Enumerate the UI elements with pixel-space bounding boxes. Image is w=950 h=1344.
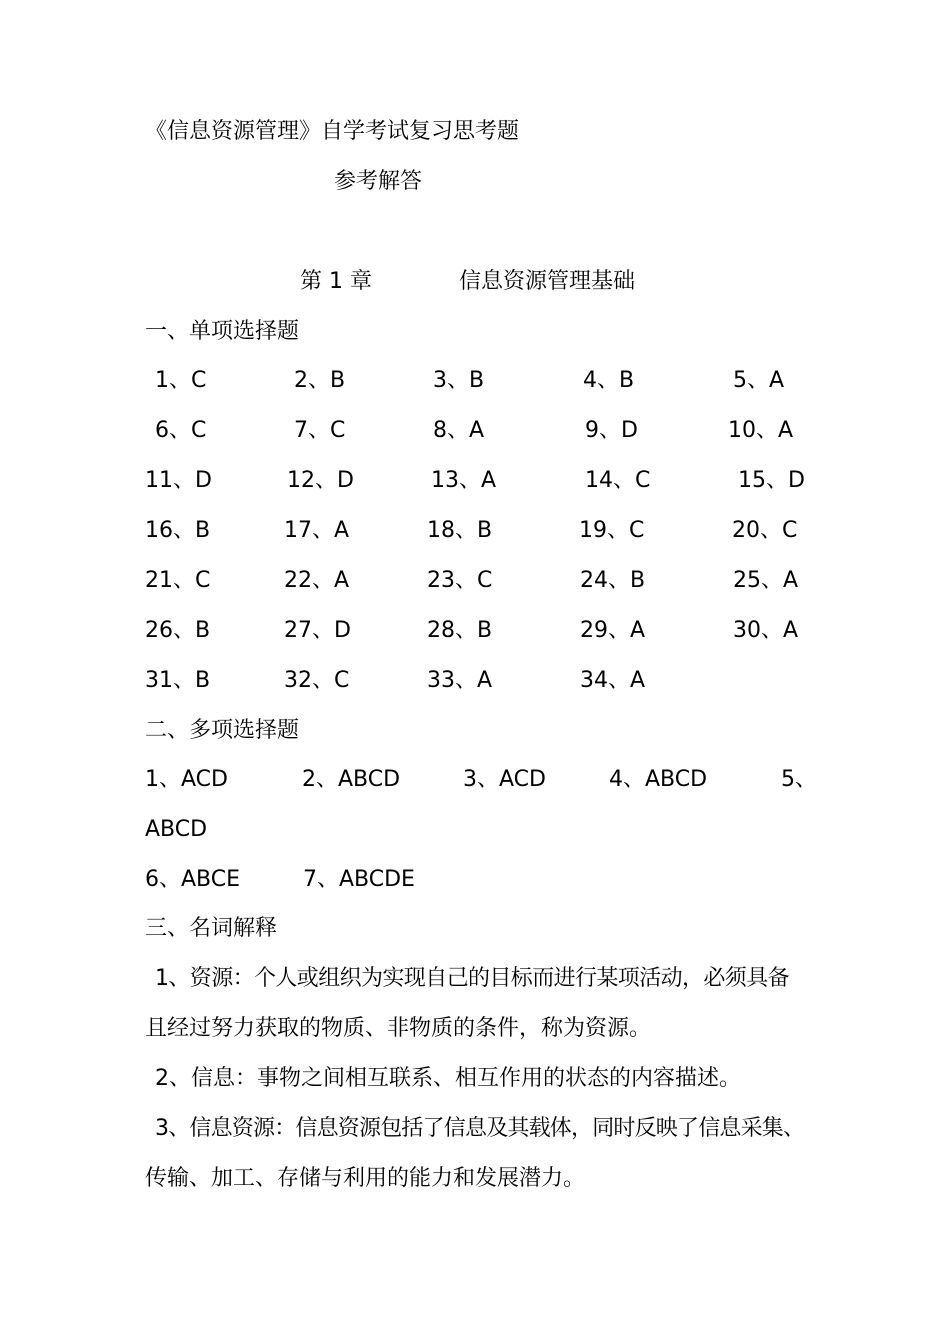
answer-item: 3、B [433, 368, 485, 393]
answer-item: 6、ABCE [145, 867, 241, 892]
definition-line: 2、信息：事物之间相互联系、相互作用的状态的内容描述。 [155, 1066, 741, 1091]
answer-item: 7、ABCDE [303, 867, 415, 892]
answer-item: 2、ABCD [302, 767, 401, 792]
answer-item: 9、D [585, 418, 638, 443]
answer-item: 23、C [427, 568, 493, 593]
answer-item: 19、C [579, 518, 645, 543]
answer-item: 1、ACD [145, 767, 228, 792]
answer-item: 20、C [732, 518, 798, 543]
answer-item: 4、B [583, 368, 635, 393]
answer-item: 16、B [145, 518, 211, 543]
document-subtitle: 参考解答 [334, 169, 423, 194]
answer-item: 27、D [284, 618, 351, 643]
answer-item: 25、A [733, 568, 799, 593]
answer-item: 8、A [433, 418, 485, 443]
document-title: 《信息资源管理》自学考试复习思考题 [145, 119, 520, 144]
answer-item: 26、B [145, 618, 211, 643]
answer-item-continued: ABCD [145, 817, 208, 842]
answer-item: 34、A [580, 668, 646, 693]
answer-item: 29、A [580, 618, 646, 643]
answer-item: 3、ACD [463, 767, 546, 792]
answer-item: 28、B [427, 618, 493, 643]
answer-item: 31、B [145, 668, 211, 693]
answer-item: 1、C [155, 368, 207, 393]
answer-item: 24、B [580, 568, 646, 593]
definition-line: 且经过努力获取的物质、非物质的条件，称为资源。 [145, 1016, 652, 1041]
chapter-title: 信息资源管理基础 [459, 269, 636, 294]
answer-item: 33、A [427, 668, 493, 693]
answer-item: 17、A [284, 518, 350, 543]
definition-line: 3、信息资源：信息资源包括了信息及其载体，同时反映了信息采集、 [155, 1116, 805, 1141]
definition-line: 传输、加工、存储与利用的能力和发展潜力。 [145, 1166, 586, 1191]
section-heading-definitions: 三、名词解释 [145, 916, 278, 941]
answer-item: 32、C [284, 668, 350, 693]
answer-item: 22、A [284, 568, 350, 593]
section-heading-single-choice: 一、单项选择题 [145, 319, 300, 344]
definition-line: 1、资源：个人或组织为实现自己的目标而进行某项活动，必须具备 [155, 966, 789, 991]
answer-item: 5、A [733, 368, 785, 393]
answer-item: 11、D [145, 468, 212, 493]
answer-item: 7、C [294, 418, 346, 443]
answer-item: 4、ABCD [609, 767, 708, 792]
answer-item: 6、C [155, 418, 207, 443]
answer-item: 14、C [585, 468, 651, 493]
answer-item: 5、 [781, 767, 817, 792]
chapter-number: 第 1 章 [300, 269, 372, 294]
answer-item: 10、A [728, 418, 794, 443]
answer-item: 18、B [427, 518, 493, 543]
answer-item: 15、D [738, 468, 805, 493]
answer-item: 21、C [145, 568, 211, 593]
answer-item: 12、D [287, 468, 354, 493]
answer-item: 30、A [733, 618, 799, 643]
answer-item: 2、B [294, 368, 346, 393]
answer-item: 13、A [431, 468, 497, 493]
section-heading-multi-choice: 二、多项选择题 [145, 718, 300, 743]
